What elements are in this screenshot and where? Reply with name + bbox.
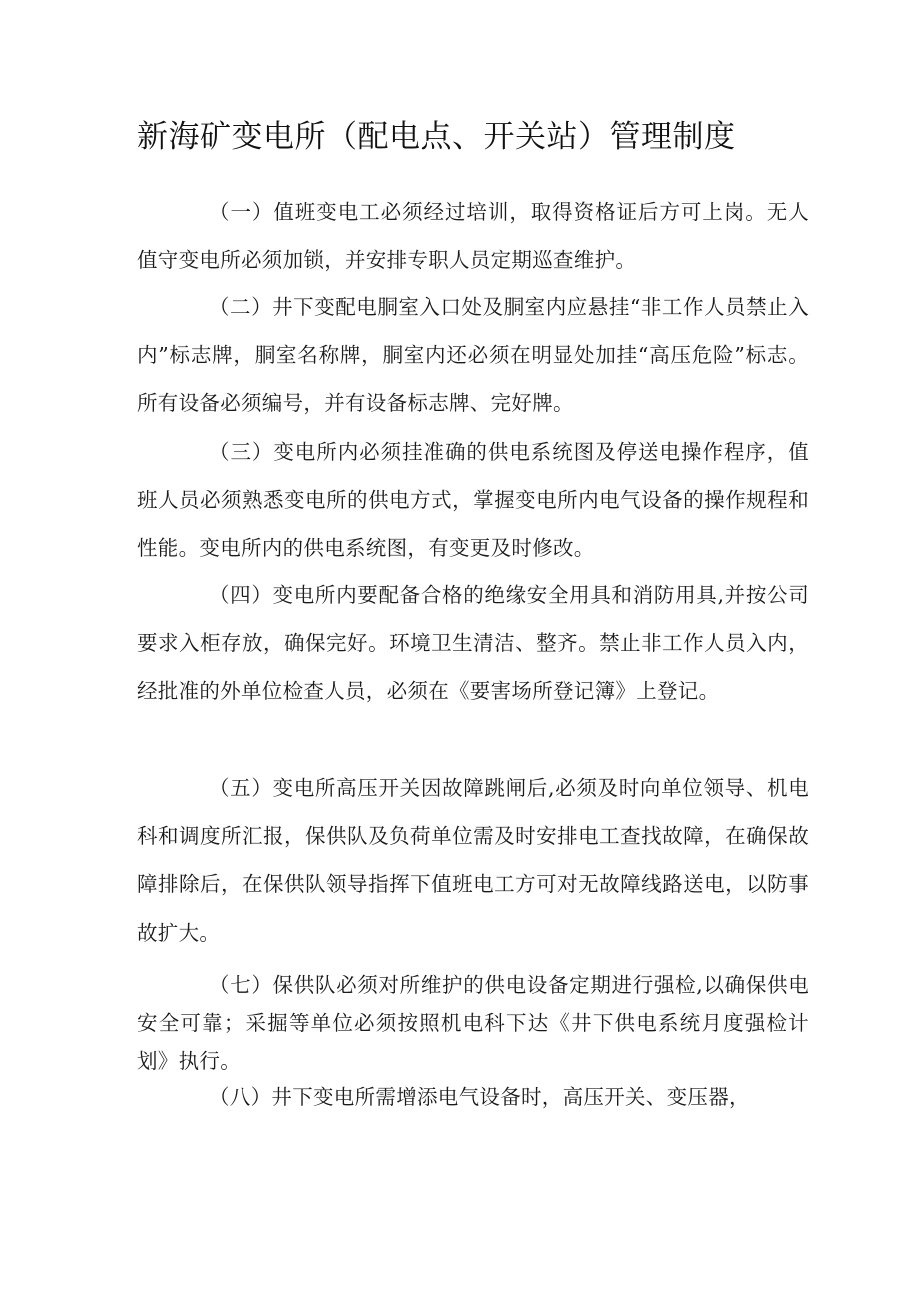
paragraph-7: （七）保供队必须对所维护的供电设备定期进行强检,以确保供电安全可靠；采掘等单位必须按照机电科下达《井下供电系统月度强检计划》执行。 — [137, 973, 809, 1073]
paragraph-2: （二）井下变配电胴室入口处及胴室内应悬挂“非工作人员禁止入内”标志牌，胴室名称牌，胴室内还必须在明显处加挂“高压危险”标志。所有设备必须编号，并有设备标志牌、完好牌。 — [137, 295, 809, 416]
document-title: 新海矿变电所（配电点、开关站）管理制度 — [137, 119, 736, 155]
paragraph-8: （八）井下变电所需增添电气设备时，高压开关、变压器， — [209, 1085, 750, 1109]
paragraph-1: （一）值班变电工必须经过培训，取得资格证后方可上岗。无人值守变电所必须加锁，并安排专职人员定期巡查维护。 — [137, 200, 809, 273]
paragraph-4: （四）变电所内要配备合格的绝缘安全用具和消防用具,并按公司要求入柜存放，确保完好。环境卫生清洁、整齐。禁止非工作人员入内，经批准的外单位检查人员，必须在《要害场所登记簿》上登记。 — [137, 583, 809, 704]
paragraph-3: （三）变电所内必须挂准确的供电系统图及停送电操作程序，值班人员必须熟悉变电所的供电方式，掌握变电所内电气设备的操作规程和性能。变电所内的供电系统图，有变更及时修改。 — [137, 440, 809, 561]
paragraph-5: （五）变电所高压开关因故障跳闸后,必须及时向单位领导、机电科和调度所汇报，保供队及负荷单位需及时安排电工查找故障，在确保故障排除后，在保供队领导指挥下值班电工方可对无故障线路送电，以防事故扩大。 — [137, 776, 809, 945]
